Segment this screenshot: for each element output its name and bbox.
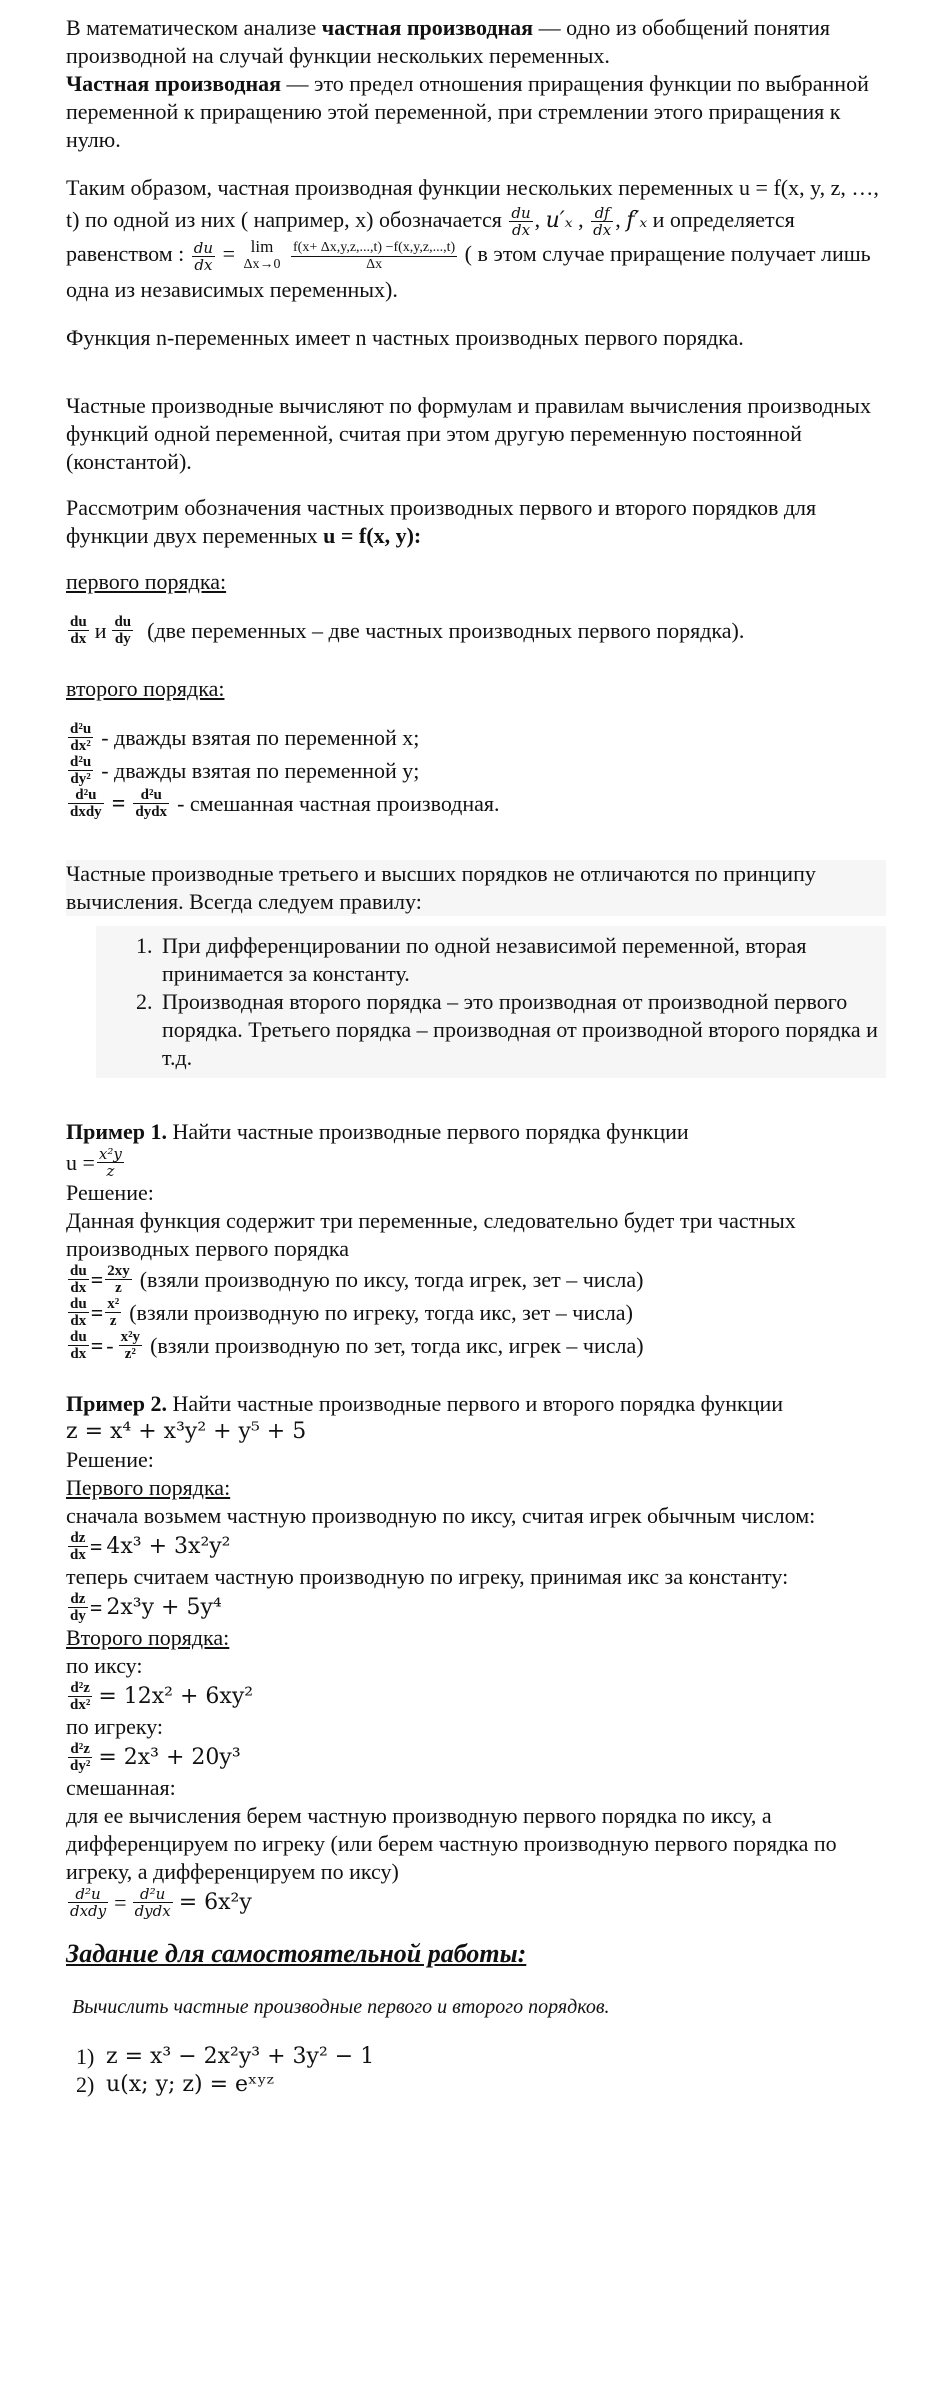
fraction-d2u-dx2: $\frac{\text{d²u}}{\text{dx²}}$: [70, 721, 92, 755]
example2-second-desc: теперь считаем частную производную по игреку, принимая икс за константу:: [66, 1564, 789, 1590]
task-title: Задание для самостоятельной работы:: [66, 1939, 527, 1969]
rule-intro: Частные производные третьего и высших порядков не отличаются по принципу вычисления. Всегда следуем правилу:: [66, 860, 886, 916]
example2-function: z = x⁴ + x³y² + y⁵ + 5: [66, 1419, 307, 1445]
example2-dz-dx: $\frac{dz}{dx}$ = 4x³ + 3x²y²: [70, 1530, 231, 1564]
rule-item-2: 2. Производная второго порядка – это производная от производной первого порядка. Третьего порядка – производная от производной второго порядка и т.д.: [158, 988, 886, 1072]
example2-dz-dy: $\frac{dz}{dy}$ = 2x³y + 5y⁴: [70, 1591, 222, 1625]
example2-by-y: по игреку:: [66, 1714, 164, 1740]
fraction-d2u-dxdy: $\frac{\text{d²u}}{\text{dxdy}}$: [70, 787, 102, 821]
intro-paragraph-3: Таким образом, частная производная функции нескольких переменных u = f(x, y, z, …, t) по одной из них ( например, x) обозначается $\frac{du}{dx}$ , u′ₓ , $\frac{df}{dx}$ , f′ₓ и определяется равенством : $\frac{du}{dx}$ = lim Δx→0 $\frac{f(x+ \Delta x,y,z,...,t) -f(x,y,z,...,t)}{\Delta x}$ ( в этом случае приращение получает лишь одна из независимых переменных).: [66, 175, 879, 303]
example1-solution-label: Решение:: [66, 1180, 154, 1206]
fraction-df-dx: $\frac{df}{dx}$: [593, 204, 612, 240]
first-order-heading: первого порядка:: [66, 569, 227, 595]
rule-item-1: 1. При дифференцировании по одной независимой переменной, вторая принимается за константу.: [158, 932, 886, 988]
intro-paragraph-1: В математическом анализе частная производная — одно из обобщений понятия производной на случай функции нескольких переменных.: [66, 15, 830, 68]
example1-derivative-z: $\frac{du}{dx}$ = - $\frac{\text{x²y}}{\text{z²}}$ (взяли производную по зет, тогда икс, игрек – числа): [70, 1329, 644, 1363]
fraction-du-dx-def: $\frac{du}{dx}$: [193, 238, 214, 274]
task-list: [76, 2043, 886, 2099]
first-order-notation: $\frac{du}{dx}$ и $\frac{du}{dy}$ (две переменных – две частных производных первого порядка).: [70, 614, 745, 648]
fraction-x2y-z: $\frac{\text{x²y}}{z}$: [98, 1145, 122, 1181]
second-order-xx: $\frac{\text{d²u}}{\text{dx²}}$ - дважды взятая по переменной x;: [70, 721, 420, 755]
limit-symbol: lim Δx→0: [243, 237, 281, 273]
example2-solution-label: Решение:: [66, 1447, 154, 1473]
example2-mixed-formula: $\frac{\text{d²u}}{\text{dxdy}}$ = $\frac{\text{d²u}}{\text{dydx}}$ = 6x²y: [70, 1885, 252, 1921]
example1-derivative-y: $\frac{du}{dx}$ = $\frac{\text{x²}}{z}$ (взяли производную по игреку, тогда икс, зет – числа): [70, 1296, 633, 1330]
example2-mixed-desc: для ее вычисления берем частную производную первого порядка по иксу, а дифференцируем по игреку (или берем частную производную первого порядка по игреку, а дифференцируем по иксу): [66, 1803, 837, 1885]
task-item-2: 2) u(x; y; z) = eˣʸᶻ: [76, 2072, 274, 2098]
example2-mixed-label: смешанная:: [66, 1775, 176, 1801]
intro-paragraph-6: Рассмотрим обозначения частных производных первого и второго порядков для функции двух переменных u = f(x, y):: [66, 495, 817, 549]
intro-paragraph-4: Функция n-переменных имеет n частных производных первого порядка.: [66, 325, 744, 351]
document-page: [66, 14, 886, 2099]
example2-by-x: по иксу:: [66, 1653, 143, 1679]
fraction-du-dx: $\frac{du}{dx}$: [511, 204, 531, 240]
example2-title: Пример 2. Найти частные производные первого и второго порядка функции: [66, 1391, 784, 1417]
intro-paragraph-5: Частные производные вычисляют по формулам и правилам вычисления производных функций одной переменной, считая при этом другую переменную постоянной (константой).: [66, 393, 871, 475]
example2-d2z-dx2: $\frac{\text{d²z}}{\text{dx²}}$ = 12x² + 6xy²: [70, 1680, 254, 1714]
example1-function: u = $\frac{\text{x²y}}{z}$: [66, 1145, 122, 1181]
example1-derivative-x: $\frac{du}{dx}$ = $\frac{2xy}{z}$ (взяли производную по иксу, тогда игрек, зет – числа): [70, 1263, 644, 1297]
fraction-d2u-dy2: $\frac{\text{d²u}}{\text{dy²}}$: [70, 754, 92, 788]
fraction-du-dx: $\frac{du}{dx}$: [70, 614, 87, 648]
example2-first-heading: Первого порядка:: [66, 1475, 231, 1501]
fraction-du-dy: $\frac{du}{dy}$: [114, 614, 132, 648]
rule-list: [96, 926, 886, 1078]
task-item-1: 1) z = x³ − 2x²y³ + 3y² − 1: [76, 2044, 375, 2070]
example1-description: Данная функция содержит три переменные, следовательно будет три частных производных первого порядка: [66, 1208, 796, 1262]
limit-fraction: $\frac{f(x+ \Delta x,y,z,...,t) -f(x,y,z,...,t)}{\Delta x}$: [293, 239, 456, 272]
example2-d2z-dy2: $\frac{\text{d²z}}{\text{dy²}}$ = 2x³ + 20y³: [70, 1741, 241, 1775]
example2-second-heading: Второго порядка:: [66, 1625, 230, 1651]
second-order-yy: $\frac{\text{d²u}}{\text{dy²}}$ - дважды взятая по переменной y;: [70, 754, 420, 788]
example2-first-desc: сначала возьмем частную производную по иксу, считая игрек обычным числом:: [66, 1503, 816, 1529]
example1-title: Пример 1. Найти частные производные первого порядка функции: [66, 1119, 689, 1145]
second-order-heading: второго порядка:: [66, 676, 225, 702]
fraction-d2u-dydx: $\frac{\text{d²u}}{\text{dydx}}$: [135, 787, 168, 821]
intro-paragraph-2: Частная производная — это предел отношения приращения функции по выбранной переменной к приращению этой переменной, при стремлении этого приращения к нулю.: [66, 71, 869, 152]
second-order-mixed: $\frac{\text{d²u}}{\text{dxdy}}$ = $\frac{\text{d²u}}{\text{dydx}}$ - смешанная частная производная.: [70, 787, 500, 821]
task-subtitle: Вычислить частные производные первого и второго порядков.: [72, 1996, 610, 2019]
